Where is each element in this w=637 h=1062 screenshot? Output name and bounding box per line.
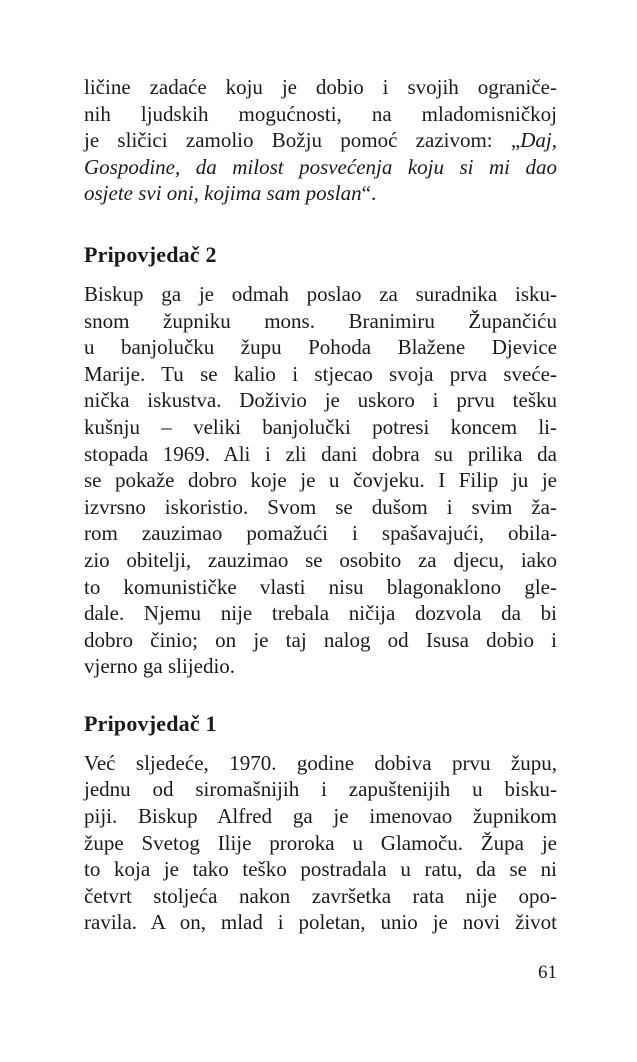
text-segment: Biskup ga je odmah poslao za suradnika isku-: [84, 281, 557, 306]
text-segment: župe Svetog Ilije proroka u Glamoču. Župa je: [84, 830, 557, 855]
italic-text-segment: Gospodine, da milost posvećenja koju si mi dao: [84, 154, 557, 179]
text-segment: nička iskustva. Doživio je uskoro i prvu tešku: [84, 388, 557, 413]
text-segment: dobro činio; on je taj nalog od Isusa dobio i: [84, 627, 557, 652]
heading-pripovjedac-1: Pripovjedač 1: [84, 710, 217, 736]
text-segment: zio obitelji, zauzimao se osobito za djecu, iako: [84, 547, 557, 572]
text-segment: vjerno ga slijedio.: [84, 654, 236, 679]
text-segment: u banjolučku župu Pohoda Blažene Djevice: [84, 335, 557, 360]
text-line: [84, 856, 557, 883]
text-line: [84, 883, 557, 910]
heading-pripovjedac-2: Pripovjedač 2: [84, 241, 217, 267]
text-segment: “.: [361, 181, 377, 206]
text-line: [84, 909, 557, 936]
text-line: [84, 101, 557, 128]
text-segment: to koja je tako teško postradala u ratu, da se ni: [84, 857, 557, 882]
text-line: [84, 776, 557, 803]
text-line: [84, 334, 557, 361]
text-line: [84, 414, 557, 441]
text-segment: Već sljedeće, 1970. godine dobiva prvu župu,: [84, 750, 557, 775]
text-segment: to komunističke vlasti nisu blagonaklono gle-: [84, 574, 557, 599]
text-line: [84, 361, 557, 388]
text-segment: nih ljudskih mogućnosti, na mladomisničkoj: [84, 101, 557, 126]
italic-text-segment: Daj,: [520, 128, 557, 153]
text-segment: ravila. A on, mlad i poletan, unio je novi život: [84, 910, 557, 935]
text-line: [84, 441, 557, 468]
text-segment: snom župniku mons. Branimiru Župančiću: [84, 308, 557, 333]
text-line: [84, 127, 557, 154]
italic-text-segment: osjete svi oni, kojima sam poslan: [84, 181, 362, 206]
paragraph-intro: [84, 74, 557, 207]
text-line: [84, 154, 557, 181]
text-line: [84, 547, 557, 574]
text-segment: rom zauzimao pomažući i spašavajući, obila-: [84, 521, 557, 546]
paragraph-pripovjedac-1: [84, 750, 557, 936]
text-line: [84, 803, 557, 830]
text-line: [84, 467, 557, 494]
text-line: [84, 750, 557, 777]
text-segment: izvrsno iskoristio. Svom se dušom i svim ža-: [84, 494, 557, 519]
text-line: [84, 494, 557, 521]
text-line: [84, 281, 557, 308]
text-segment: stopada 1969. Ali i zli dani dobra su prilika da: [84, 441, 557, 466]
text-segment: dale. Njemu nije trebala ničija dozvola da bi: [84, 601, 557, 626]
text-line: [84, 627, 557, 654]
text-segment: četvrt stoljeća nakon završetka rata nije opo-: [84, 883, 557, 908]
text-segment: Marije. Tu se kalio i stjecao svoja prva sveće-: [84, 361, 557, 386]
text-segment: je sličici zamolio Božju pomoć zazivom: „: [84, 128, 521, 153]
text-segment: se pokaže dobro koje je u čovjeku. I Filip ju je: [84, 468, 557, 493]
text-line: [84, 180, 557, 207]
text-block: [84, 74, 557, 936]
page-number: 61: [538, 962, 557, 983]
text-line: [84, 600, 557, 627]
text-segment: kušnju – veliki banjolučki potresi koncem li-: [84, 414, 557, 439]
text-segment: piji. Biskup Alfred ga je imenovao župnikom: [84, 804, 557, 829]
text-line: [84, 653, 557, 680]
text-line: [84, 74, 557, 101]
text-line: [84, 574, 557, 601]
text-segment: ličine zadaće koju je dobio i svojih ograniče-: [84, 75, 557, 99]
text-line: [84, 387, 557, 414]
paragraph-pripovjedac-2: [84, 281, 557, 680]
text-line: [84, 308, 557, 335]
text-segment: jednu od siromašnijih i zapuštenijih u bisku-: [84, 777, 557, 802]
text-line: [84, 520, 557, 547]
text-line: [84, 830, 557, 857]
